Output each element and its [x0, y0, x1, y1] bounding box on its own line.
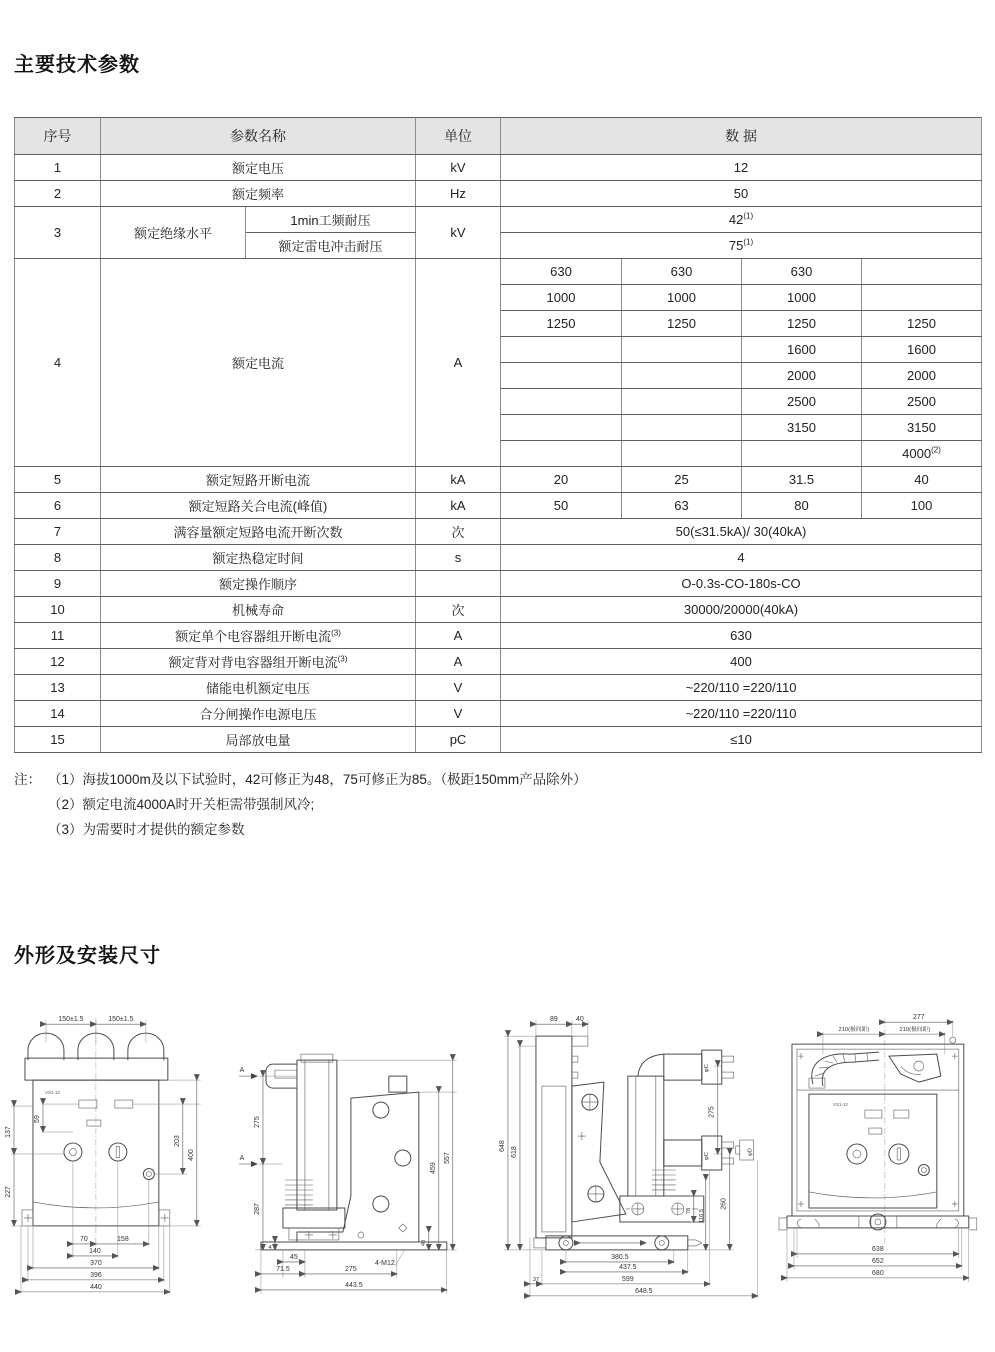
footnote-ref: (3): [331, 628, 341, 638]
dim-label: 116.5: [698, 1208, 705, 1223]
footnotes-label: 注：: [14, 772, 41, 787]
cell-unit: A: [416, 649, 501, 675]
table-row: [15, 623, 982, 649]
parameters-table: [14, 117, 982, 753]
cell-unit: s: [416, 545, 501, 571]
col-header-unit: 单位: [416, 118, 501, 155]
cell-value: 50: [501, 493, 622, 519]
cell-sub-name: 1min工频耐压: [246, 207, 416, 233]
table-row: [15, 727, 982, 753]
cell-name: 额定短路开断电流: [101, 467, 416, 493]
cell-value: 4000$^{(2)}$: [862, 441, 982, 467]
cell-unit: [416, 571, 501, 597]
cell-unit: 次: [416, 519, 501, 545]
cell-unit: V: [416, 675, 501, 701]
cell-unit: kA: [416, 493, 501, 519]
cell-name: 额定热稳定时间: [101, 545, 416, 571]
cell-no: 11: [15, 623, 101, 649]
section-title-parameters: 主要技术参数: [14, 54, 140, 76]
cell-no: 9: [15, 571, 101, 597]
footnotes: [0, 768, 995, 843]
dim-label: 137: [4, 1126, 12, 1138]
dim-label: 275: [344, 1265, 357, 1273]
phi-label: φD: [747, 1147, 754, 1156]
dim-label: 275: [253, 1116, 261, 1128]
cell-value: 75$^{(1)}$: [501, 233, 982, 259]
truck-front-outline: [779, 1018, 977, 1248]
cell-name: 额定绝缘水平: [101, 207, 246, 259]
cell-value: 1250: [622, 311, 742, 337]
cell-value: 1000: [742, 285, 862, 311]
drawing-side-view: [233, 1036, 478, 1336]
dim-label: 89: [549, 1016, 558, 1024]
parameters-table-wrap: [0, 117, 995, 753]
dim-label: 210(极间距): [899, 1027, 931, 1034]
cell-sub-name: 额定雷电冲击耐压: [246, 233, 416, 259]
cell-value: 1600: [862, 337, 982, 363]
breaker-side-outline: [261, 1054, 447, 1250]
dim-label: 648: [498, 1140, 506, 1152]
dim-label: 277: [913, 1014, 925, 1022]
footnote-3: （3）为需要时才提供的额定参数: [48, 821, 245, 837]
dim-label: 59: [33, 1115, 41, 1123]
cell-value: [501, 337, 622, 363]
cell-value: [501, 441, 622, 467]
cell-name: 额定操作顺序: [101, 571, 416, 597]
cell-name: 额定背对背电容器组开断电流$^{(3)}$: [101, 649, 416, 675]
footnote-ref: (2): [931, 445, 941, 455]
table-row: [15, 649, 982, 675]
table-row: [15, 493, 982, 519]
dim-label: 78: [685, 1207, 692, 1215]
cell-value: 20: [501, 467, 622, 493]
table-row: [15, 519, 982, 545]
cell-value: 1250: [501, 311, 622, 337]
cell-no: 6: [15, 493, 101, 519]
dim-label: 618: [510, 1146, 518, 1158]
dim-label: 203: [173, 1135, 181, 1147]
cell-name: 满容量额定短路电流开断次数: [101, 519, 416, 545]
cell-value: 50(≤31.5kA)/ 30(40kA): [501, 519, 982, 545]
cell-value: [501, 415, 622, 441]
cell-name: 额定单个电容器组开断电流$^{(3)}$: [101, 623, 416, 649]
dim-label: 260: [720, 1198, 728, 1210]
dimension-lines: [11, 1020, 201, 1294]
dim-label: 557: [443, 1152, 451, 1164]
drawing-front-view-truck: [767, 1014, 992, 1314]
cell-name: 额定电流: [101, 259, 416, 467]
table-row: [15, 675, 982, 701]
breaker-front-outline: [22, 1018, 170, 1238]
dim-label: 638: [872, 1245, 884, 1253]
dim-label: 648.5: [634, 1287, 653, 1295]
cell-no: 10: [15, 597, 101, 623]
model-label: VS1-12: [833, 1101, 849, 1107]
phi-label: φC: [703, 1064, 710, 1072]
cell-value: 1000: [622, 285, 742, 311]
cell-value: 63: [622, 493, 742, 519]
cell-value: [501, 389, 622, 415]
dim-label: 150±1.5: [108, 1016, 134, 1024]
dim-label: 459: [429, 1162, 437, 1174]
table-row: [15, 259, 982, 285]
cell-no: 4: [15, 259, 101, 467]
table-row: [15, 181, 982, 207]
cell-value: 400: [501, 649, 982, 675]
dim-label: 396: [90, 1271, 102, 1279]
cell-value: 3150: [862, 415, 982, 441]
cell-value: 630: [501, 259, 622, 285]
footnote-ref: (1): [743, 237, 754, 247]
cell-value: ~220/110 =220/110: [501, 701, 982, 727]
cell-value: 1000: [501, 285, 622, 311]
cell-value: [742, 441, 862, 467]
dim-label: 440: [90, 1283, 102, 1291]
cell-value: 50: [501, 181, 982, 207]
cell-no: 8: [15, 545, 101, 571]
dim-label: 275: [708, 1106, 716, 1118]
cell-value: 25: [622, 467, 742, 493]
dim-label: 400: [187, 1149, 195, 1161]
cell-value: 31.5: [742, 467, 862, 493]
cell-name: 额定短路关合电流(峰值): [101, 493, 416, 519]
table-row: [15, 207, 982, 233]
cell-value: 630: [501, 623, 982, 649]
cell-value: [862, 259, 982, 285]
col-header-data: 数 据: [501, 118, 982, 155]
section-label: A: [239, 1067, 245, 1075]
dim-label: 150±1.5: [58, 1016, 84, 1024]
drawing-side-view-contact-arms: [478, 1014, 768, 1314]
cell-no: 3: [15, 207, 101, 259]
cell-name: 额定频率: [101, 181, 416, 207]
dim-label: 37: [532, 1276, 539, 1283]
dim-label: 227: [4, 1186, 12, 1198]
dim-label: 380.5: [610, 1253, 629, 1261]
cell-value: 1600: [742, 337, 862, 363]
cell-value: [622, 337, 742, 363]
table-row: [15, 545, 982, 571]
cell-value: 4: [501, 545, 982, 571]
cell-value: 2500: [742, 389, 862, 415]
cell-unit: A: [416, 623, 501, 649]
section-title-dimensions: 外形及安装尺寸: [14, 944, 161, 967]
footnote-2: （2）额定电流4000A时开关柜需带强制风冷;: [48, 796, 315, 812]
cell-value: 2500: [862, 389, 982, 415]
table-row: [15, 155, 982, 181]
cell-value: 3150: [742, 415, 862, 441]
cell-no: 12: [15, 649, 101, 675]
footnote-ref: (3): [337, 654, 348, 664]
cell-no: 2: [15, 181, 101, 207]
cell-value: ≤10: [501, 727, 982, 753]
breaker-truck-outline: [533, 1036, 753, 1250]
cell-value: 42$^{(1)}$: [501, 207, 982, 233]
table-row: [15, 467, 982, 493]
cell-value: 40: [862, 467, 982, 493]
col-header-name: 参数名称: [101, 118, 416, 155]
model-label: VS1-12: [44, 1089, 60, 1095]
section-label: A: [239, 1154, 245, 1162]
dimension-drawings: [0, 1014, 995, 1336]
cell-name: 合分闸操作电源电压: [101, 701, 416, 727]
cell-value: 12: [501, 155, 982, 181]
dim-label: 210(极间距): [838, 1027, 870, 1034]
cell-value: 1250: [742, 311, 862, 337]
cell-value: [622, 441, 742, 467]
dim-label: 45: [289, 1253, 298, 1261]
dim-label: 599: [621, 1275, 634, 1283]
cell-value: 100: [862, 493, 982, 519]
dim-label: 652: [872, 1257, 884, 1265]
cell-unit: pC: [416, 727, 501, 753]
cell-unit: Hz: [416, 181, 501, 207]
cell-no: 13: [15, 675, 101, 701]
cell-unit: V: [416, 701, 501, 727]
cell-name: 机械寿命: [101, 597, 416, 623]
dim-label: 140: [89, 1247, 101, 1255]
cell-no: 14: [15, 701, 101, 727]
dim-label: 370: [90, 1259, 102, 1267]
cell-value: 2000: [742, 363, 862, 389]
cell-no: 5: [15, 467, 101, 493]
col-header-no: 序号: [15, 118, 101, 155]
dim-label: 158: [117, 1235, 129, 1243]
cell-unit: kV: [416, 207, 501, 259]
cell-value: O-0.3s-CO-180s-CO: [501, 571, 982, 597]
cell-value: 1250: [862, 311, 982, 337]
cell-value: [622, 363, 742, 389]
footnote-ref: (1): [743, 211, 754, 221]
dim-label: 437.5: [618, 1263, 637, 1271]
footnote-1: （1）海拔1000m及以下试验时，42可修正为48，75可修正为85。（极距150mm产品除外）: [48, 772, 587, 787]
dim-label: 287: [253, 1203, 261, 1215]
drawing-front-view: [3, 1014, 233, 1314]
cell-unit: kV: [416, 155, 501, 181]
dim-label: 4: [268, 1244, 272, 1251]
cell-value: 630: [742, 259, 862, 285]
dim-label: 443.5: [344, 1281, 363, 1289]
cell-unit: A: [416, 259, 501, 467]
cell-unit: 次: [416, 597, 501, 623]
cell-value: ~220/110 =220/110: [501, 675, 982, 701]
cell-name: 储能电机额定电压: [101, 675, 416, 701]
cell-value: 80: [742, 493, 862, 519]
phi-label: φC: [703, 1151, 710, 1160]
cell-unit: kA: [416, 467, 501, 493]
table-row: [15, 597, 982, 623]
bolt-spec-label: 4-M12: [374, 1259, 395, 1267]
dim-label: 70: [80, 1235, 88, 1243]
table-header-row: [15, 118, 982, 155]
dimension-lines: [787, 1020, 969, 1282]
dim-label: 40: [420, 1239, 427, 1247]
table-row: [15, 701, 982, 727]
dim-label: 40: [575, 1016, 584, 1024]
cell-no: 1: [15, 155, 101, 181]
cell-value: [501, 363, 622, 389]
cell-no: 15: [15, 727, 101, 753]
table-row: [15, 571, 982, 597]
dimension-lines: [255, 1060, 457, 1294]
cell-value: 30000/20000(40kA): [501, 597, 982, 623]
cell-value: 630: [622, 259, 742, 285]
cell-name: 局部放电量: [101, 727, 416, 753]
cell-value: [862, 285, 982, 311]
dim-label: 680: [872, 1269, 884, 1277]
cell-value: 2000: [862, 363, 982, 389]
cell-value: [622, 415, 742, 441]
cell-value: [622, 389, 742, 415]
cell-name: 额定电压: [101, 155, 416, 181]
dim-label: 71.5: [275, 1265, 290, 1273]
cell-no: 7: [15, 519, 101, 545]
